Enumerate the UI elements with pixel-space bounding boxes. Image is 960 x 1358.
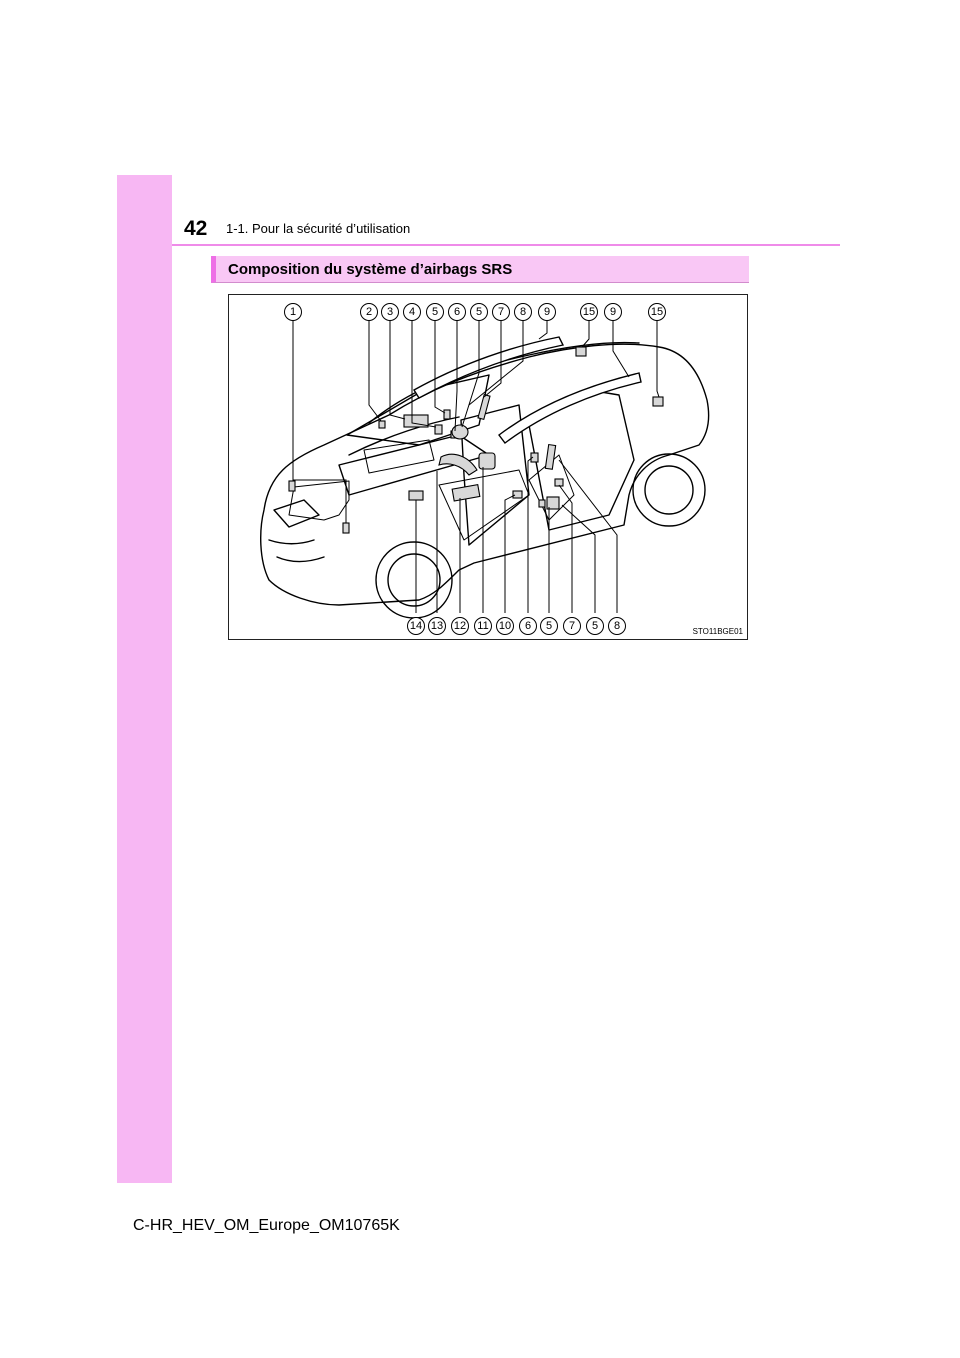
side-airbag-front xyxy=(478,395,490,420)
car-body-outline xyxy=(261,344,709,605)
footer-doc-id: C-HR_HEV_OM_Europe_OM10765K xyxy=(133,1217,400,1234)
callout-top-5: 5 xyxy=(426,303,444,321)
page-number: 42 xyxy=(184,217,208,240)
sensor-a xyxy=(379,421,385,428)
wiring-center xyxy=(439,470,529,540)
callout-top-6: 6 xyxy=(448,303,466,321)
callout-bottom-8: 7 xyxy=(563,617,581,635)
seat-sensor xyxy=(452,485,480,501)
callout-bottom-6: 6 xyxy=(519,617,537,635)
sensor-front-left xyxy=(289,481,295,491)
front-seat xyxy=(439,454,477,475)
callout-bottom-5: 10 xyxy=(496,617,514,635)
callout-bottom-10: 8 xyxy=(608,617,626,635)
callout-top-8: 7 xyxy=(492,303,510,321)
steering-airbag xyxy=(452,425,468,439)
airbag-diagram xyxy=(228,294,748,640)
callout-top-13: 15 xyxy=(648,303,666,321)
callout-bottom-9: 5 xyxy=(586,617,604,635)
passenger-airbag xyxy=(479,453,495,469)
section-title xyxy=(211,256,749,283)
ecu-box xyxy=(409,491,423,500)
callout-top-3: 3 xyxy=(381,303,399,321)
figure-code: STO11BGE01 xyxy=(692,627,743,636)
callout-top-10: 9 xyxy=(538,303,556,321)
rear-sensor-top xyxy=(576,347,586,356)
callout-bottom-7: 5 xyxy=(540,617,558,635)
side-airbag-rear xyxy=(545,445,555,470)
sensor-front-right xyxy=(343,523,349,533)
rear-wheel xyxy=(633,454,705,526)
headlight xyxy=(274,500,319,527)
rear-sensor-right xyxy=(653,397,663,406)
callout-top-1: 1 xyxy=(284,303,302,321)
callout-bottom-3: 12 xyxy=(451,617,469,635)
section-title-text: Composition du système d’airbags SRS xyxy=(228,261,513,278)
running-head: 1-1. Pour la sécurité d’utilisation xyxy=(226,221,411,236)
callout-bottom-1: 14 xyxy=(407,617,425,635)
callout-top-2: 2 xyxy=(360,303,378,321)
callout-top-9: 8 xyxy=(514,303,532,321)
callout-bottom-2: 13 xyxy=(428,617,446,635)
callout-top-11: 15 xyxy=(580,303,598,321)
callout-top-12: 9 xyxy=(604,303,622,321)
callout-top-7: 5 xyxy=(470,303,488,321)
header-rule xyxy=(172,244,840,246)
car-illustration xyxy=(229,295,747,639)
side-tab xyxy=(117,175,172,1183)
callout-bottom-4: 11 xyxy=(474,617,492,635)
callout-top-4: 4 xyxy=(403,303,421,321)
pretensioner-a xyxy=(435,425,442,434)
curtain-airbag-rear xyxy=(499,373,641,443)
